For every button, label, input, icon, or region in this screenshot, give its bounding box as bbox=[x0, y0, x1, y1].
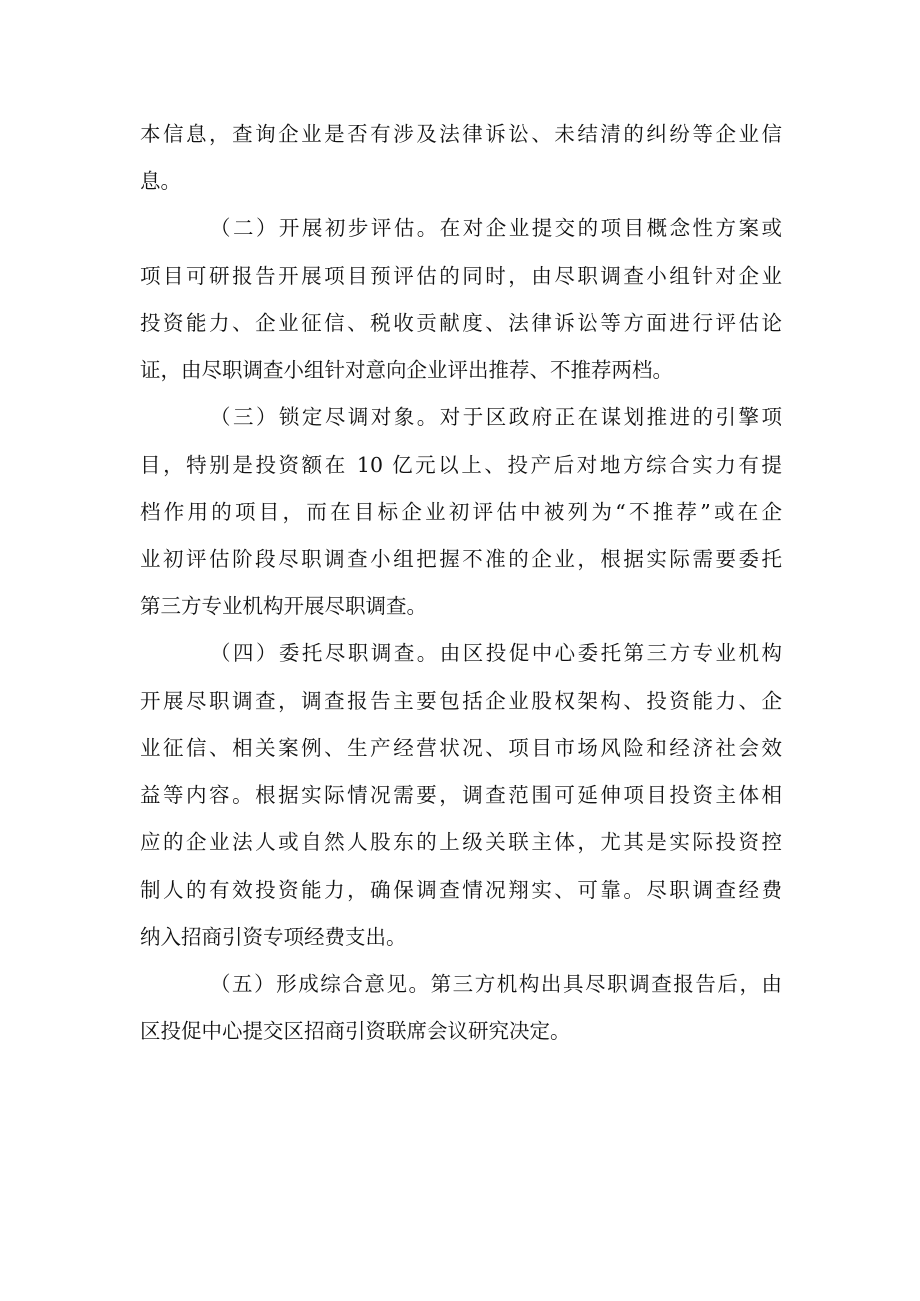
text-line: 证，由尽职调查小组针对意向企业评出推荐、不推荐两档。 bbox=[140, 358, 673, 382]
text-line: 业征信、相关案例、生产经营状况、项目市场风险和经济社会效 bbox=[140, 736, 782, 760]
section-2-heading-line: （二）开展初步评估。在对企业提交的项目概念性方案或 bbox=[210, 216, 782, 240]
text-line: 息。 bbox=[140, 169, 181, 193]
section-4-heading-line: （四）委托尽职调查。由区投促中心委托第三方专业机构 bbox=[210, 641, 782, 665]
text-line: 档作用的项目，而在目标企业初评估中被列为“不推荐”或在企 bbox=[140, 500, 782, 524]
text-line: 区投促中心提交区招商引资联席会议研究决定。 bbox=[140, 1019, 571, 1043]
text-line: 第三方专业机构开展尽职调查。 bbox=[140, 594, 427, 618]
section-5-heading-line: （五）形成综合意见。第三方机构出具尽职调查报告后，由 bbox=[210, 972, 782, 996]
text-line: 纳入招商引资专项经费支出。 bbox=[140, 925, 407, 949]
text-line: 制人的有效投资能力，确保调查情况翔实、可靠。尽职调查经费 bbox=[140, 878, 782, 902]
text-line: 投资能力、企业征信、税收贡献度、法律诉讼等方面进行评估论 bbox=[140, 311, 782, 335]
text-line: 本信息，查询企业是否有涉及法律诉讼、未结清的纠纷等企业信 bbox=[140, 122, 782, 146]
text-line: 业初评估阶段尽职调查小组把握不准的企业，根据实际需要委托 bbox=[140, 547, 782, 571]
section-3-heading-line: （三）锁定尽调对象。对于区政府正在谋划推进的引擎项 bbox=[210, 405, 782, 429]
text-line: 应的企业法人或自然人股东的上级关联主体，尤其是实际投资控 bbox=[140, 830, 782, 854]
text-line: 益等内容。根据实际情况需要，调查范围可延伸项目投资主体相 bbox=[140, 783, 782, 807]
text-line: 项目可研报告开展项目预评估的同时，由尽职调查小组针对企业 bbox=[140, 264, 782, 288]
text-line: 目，特别是投资额在 10 亿元以上、投产后对地方综合实力有提 bbox=[140, 453, 782, 477]
text-line: 开展尽职调查，调查报告主要包括企业股权架构、投资能力、企 bbox=[140, 689, 782, 713]
